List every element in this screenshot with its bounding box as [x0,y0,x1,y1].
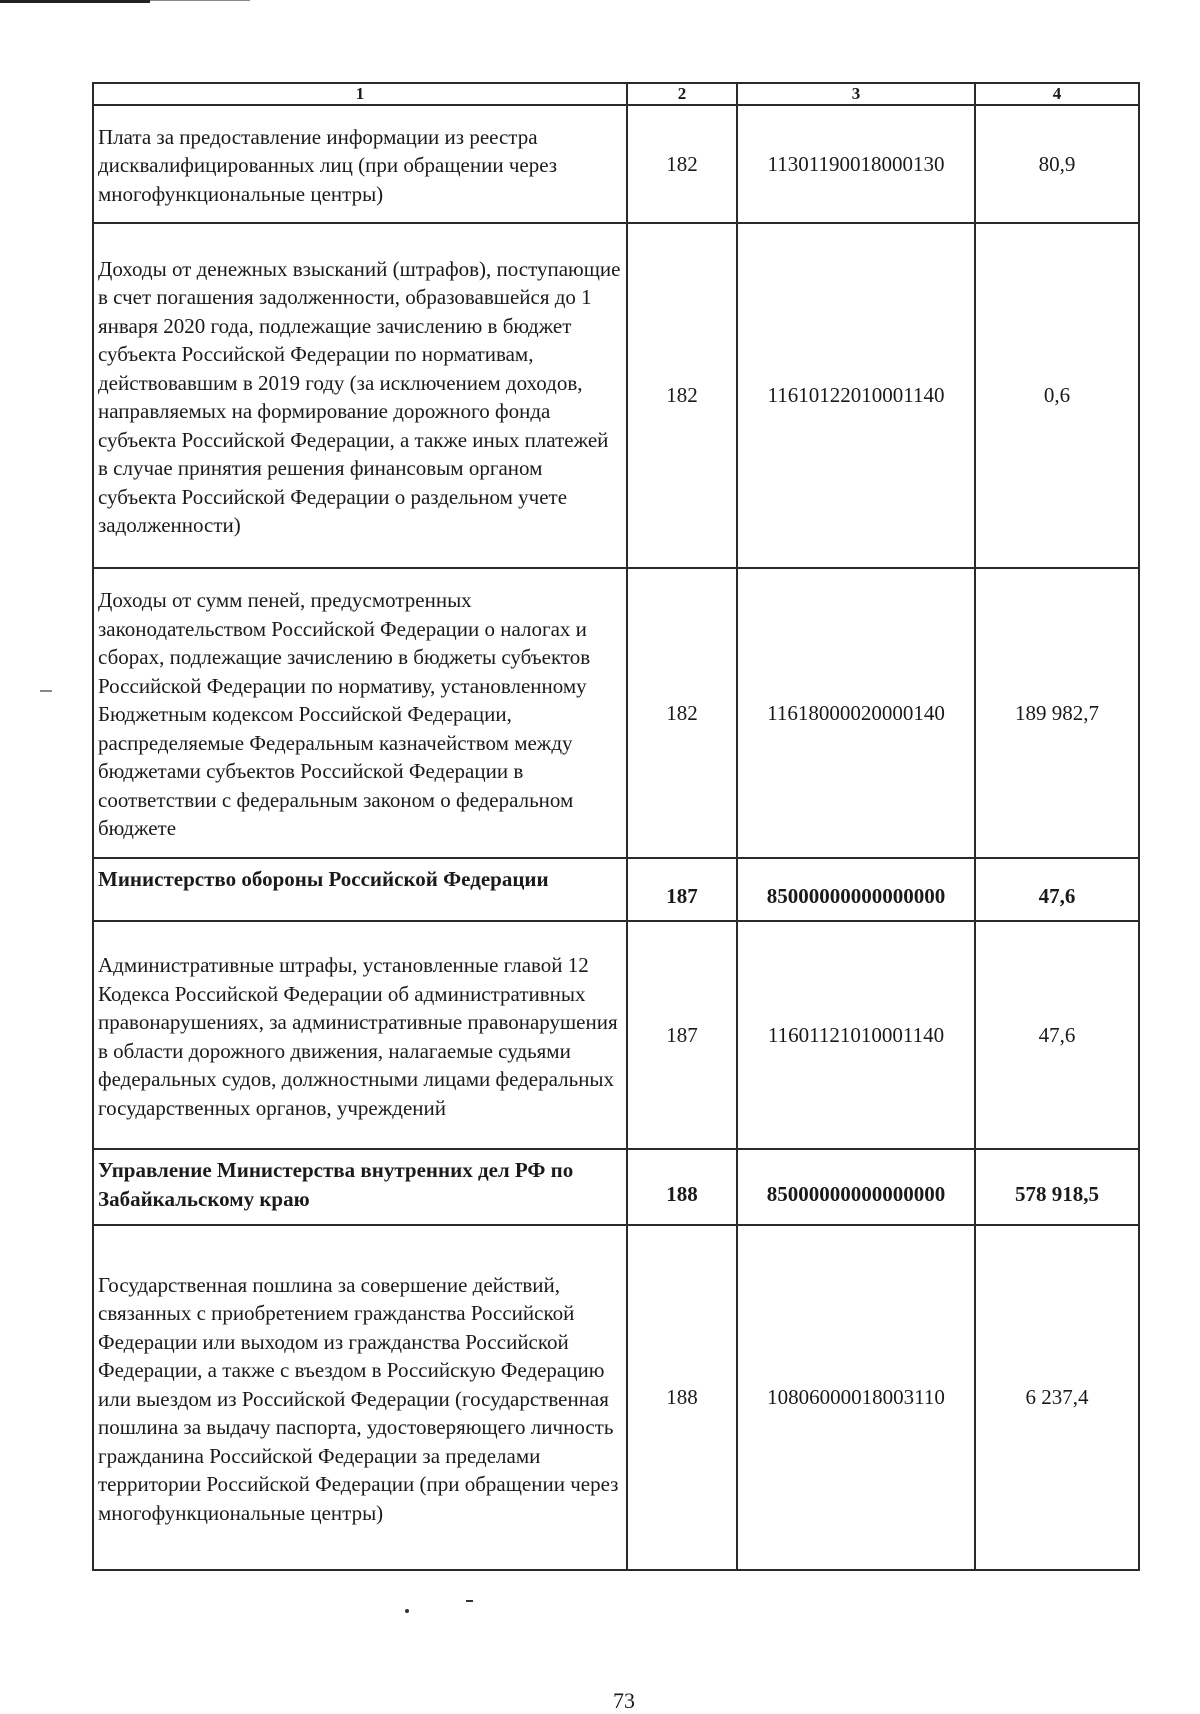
table-row [93,921,1139,1149]
amount: 47,6 [975,858,1139,921]
column-header-3: 3 [737,83,975,105]
budget-code: 11618000020000140 [737,568,975,858]
scan-speck [466,1600,473,1602]
scan-edge-mark [0,0,150,3]
table-row [93,568,1139,858]
revenue-name: Доходы от сумм пеней, предусмотренных законодательством Российской Федерации о налогах и сборах, подлежащие зачислению в бюджеты субъектов Российской Федерации по нормативу, установленному Бюджетным кодексом Российской Федерации, распределяемые Федеральным казначейством между бюджетами субъектов Российской Федерации в соответствии с федеральным законом о федеральном бюджете [93,568,627,858]
budget-code: 11301190018000130 [737,105,975,223]
scan-speck [40,690,52,692]
amount: 47,6 [975,921,1139,1149]
table-row-section [93,858,1139,921]
table-row [93,223,1139,568]
admin-code: 188 [627,1225,737,1570]
admin-code: 187 [627,858,737,921]
admin-code: 182 [627,105,737,223]
budget-code: 11610122010001140 [737,223,975,568]
column-header-1: 1 [93,83,627,105]
amount: 0,6 [975,223,1139,568]
scan-edge-mark [150,0,250,1]
table-row [93,105,1139,223]
revenue-name: Доходы от денежных взысканий (штрафов), поступающие в счет погашения задолженности, образовавшейся до 1 января 2020 года, подлежащие зачислению в бюджет субъекта Российской Федерации по нормативам, действовавшим в 2019 году (за исключением доходов, направляемых на формирование дорожного фонда субъекта Российской Федерации, а также иных платежей в случае принятия решения финансовым органом субъекта Российской Федерации о раздельном учете задолженности) [93,223,627,568]
admin-code: 187 [627,921,737,1149]
revenue-name: Плата за предоставление информации из реестра дисквалифицированных лиц (при обращении через многофункциональные центры) [93,105,627,223]
department-name: Министерство обороны Российской Федерации [93,858,627,921]
budget-code: 11601121010001140 [737,921,975,1149]
amount: 189 982,7 [975,568,1139,858]
amount: 578 918,5 [975,1149,1139,1225]
scan-speck [405,1609,409,1613]
revenue-table [92,82,1140,1571]
admin-code: 188 [627,1149,737,1225]
budget-code: 85000000000000000 [737,1149,975,1225]
column-number-row [93,83,1139,105]
budget-code: 10806000018003110 [737,1225,975,1570]
amount: 6 237,4 [975,1225,1139,1570]
admin-code: 182 [627,223,737,568]
admin-code: 182 [627,568,737,858]
revenue-name: Административные штрафы, установленные главой 12 Кодекса Российской Федерации об административных правонарушениях, за административные правонарушения в области дорожного движения, налагаемые судьями федеральных судов, должностными лицами федеральных государственных органов, учреждений [93,921,627,1149]
table-row-section [93,1149,1139,1225]
budget-code: 85000000000000000 [737,858,975,921]
page-number: 73 [613,1688,635,1713]
column-header-4: 4 [975,83,1139,105]
amount: 80,9 [975,105,1139,223]
revenue-name: Государственная пошлина за совершение действий, связанных с приобретением гражданства Российской Федерации или выходом из гражданства Российской Федерации, а также с въездом в Российскую Федерацию или выездом из Российской Федерации (государственная пошлина за выдачу паспорта, удостоверяющего личность гражданина Российской Федерации за пределами территории Российской Федерации (при обращении через многофункциональные центры) [93,1225,627,1570]
department-name: Управление Министерства внутренних дел РФ по Забайкальскому краю [93,1149,627,1225]
table-row [93,1225,1139,1570]
column-header-2: 2 [627,83,737,105]
